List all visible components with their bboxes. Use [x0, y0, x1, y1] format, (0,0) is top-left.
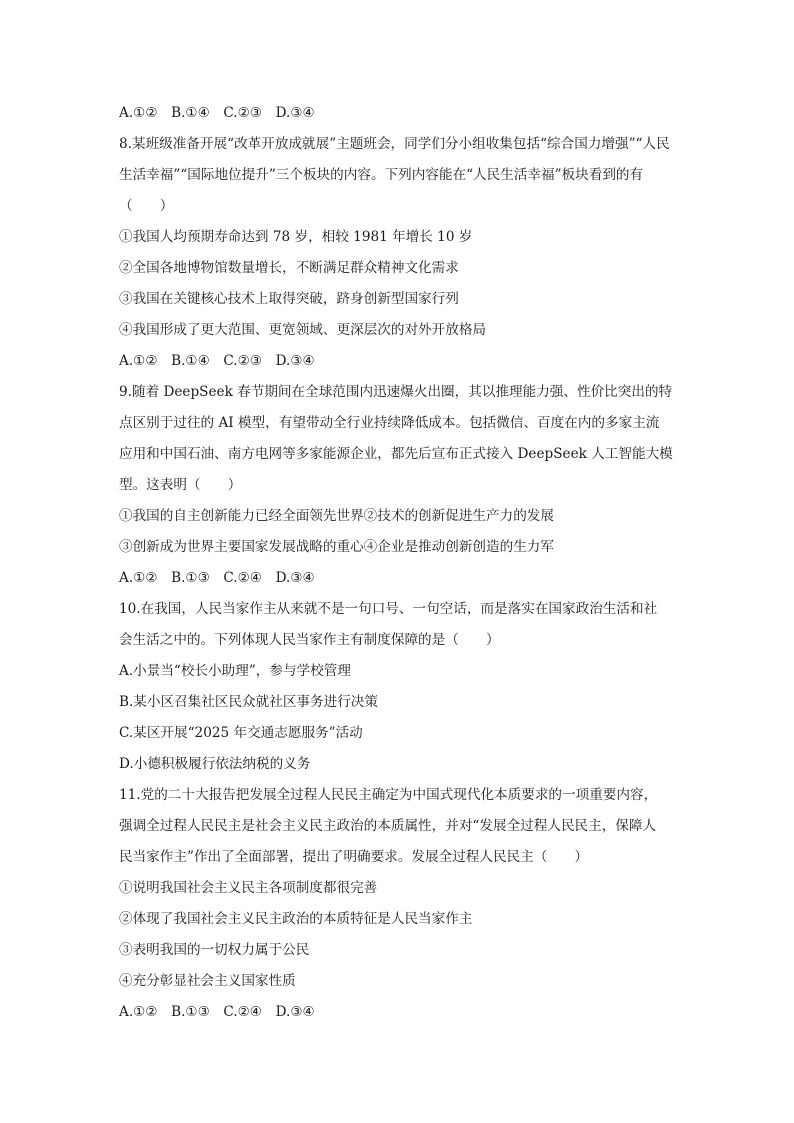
statement-line: ③我国在关键核心技术上取得突破，跻身创新型国家行列	[119, 291, 459, 307]
statement-line: ①说明我国社会主义民主各项制度都很完善	[119, 880, 378, 896]
answer-option: A.①② B.①④ C.②③ D.③④	[119, 105, 315, 121]
question-stem-line: 应用和中国石油、南方电网等多家能源企业，都先后宣布正式接入 DeepSeek 人工智能大模	[119, 446, 673, 462]
question-stem-line: 9.随着 DeepSeek 春节期间在全球范围内迅速爆火出圈，其以推理能力强、性价比突出的特	[119, 384, 673, 400]
question-stem-line: 型。这表明（ ）	[119, 477, 242, 493]
statement-line: ①我国人均预期寿命达到 78 岁，相较 1981 年增长 10 岁	[119, 229, 473, 245]
question-stem-line: 强调全过程人民民主是社会主义民主政治的本质属性，并对“发展全过程人民民主，保障人	[119, 818, 657, 834]
question-stem	[119, 129, 679, 222]
answer-option: B.某小区召集社区民众就社区事务进行决策	[119, 694, 378, 710]
answer-option: A.①② B.①③ C.②④ D.③④	[119, 1004, 315, 1020]
answer-option: A.小景当“校长小助理”，参与学校管理	[119, 663, 351, 679]
statement-line: ③表明我国的一切权力属于公民	[119, 942, 310, 958]
answer-option: A.①② B.①③ C.②④ D.③④	[119, 570, 315, 586]
question-stem-line: 11.党的二十大报告把发展全过程人民民主确定为中国式现代化本质要求的一项重要内容，	[119, 787, 658, 803]
question-stem	[119, 377, 679, 501]
question-stem-line: 会生活之中的。下列体现人民当家作主有制度保障的是（ ）	[119, 632, 500, 648]
question-stem	[119, 594, 679, 656]
answer-option: A.①② B.①④ C.②③ D.③④	[119, 353, 315, 369]
question-stem-line: 点区别于过往的 AI 模型，有望带动全行业持续降低成本。包括微信、百度在内的多家主流	[119, 415, 660, 431]
question-stem-line: 民当家作主”作出了全面部署，提出了明确要求。发展全过程人民民主（ ）	[119, 849, 589, 865]
statement-line: ④充分彰显社会主义国家性质	[119, 973, 296, 989]
question-stem-line: 10.在我国，人民当家作主从来就不是一句口号、一句空话，而是落实在国家政治生活和社	[119, 601, 658, 617]
question-stem-line: 8.某班级准备开展“改革开放成就展”主题班会，同学们分小组收集包括“综合国力增强”“人民	[119, 136, 670, 152]
statement-line: ③创新成为世界主要国家发展战略的重心④企业是推动创新创造的生力军	[119, 539, 554, 555]
question-stem-line: 生活幸福”“国际地位提升”三个板块的内容。下列内容能在“人民生活幸福”板块看到的有	[119, 167, 644, 183]
statement-line: ①我国的自主创新能力已经全面领先世界②技术的创新促进生产力的发展	[119, 508, 554, 524]
question-content	[119, 98, 679, 1028]
statement-line: ②全国各地博物馆数量增长，不断满足群众精神文化需求	[119, 260, 459, 276]
answer-option: C.某区开展“2025 年交通志愿服务”活动	[119, 725, 363, 741]
statement-line: ②体现了我国社会主义民主政治的本质特征是人民当家作主	[119, 911, 473, 927]
statement-line: ④我国形成了更大范围、更宽领域、更深层次的对外开放格局	[119, 322, 487, 338]
question-stem-line: （ ）	[119, 198, 174, 214]
question-stem	[119, 780, 679, 873]
answer-option: D.小德积极履行依法纳税的义务	[119, 756, 311, 772]
